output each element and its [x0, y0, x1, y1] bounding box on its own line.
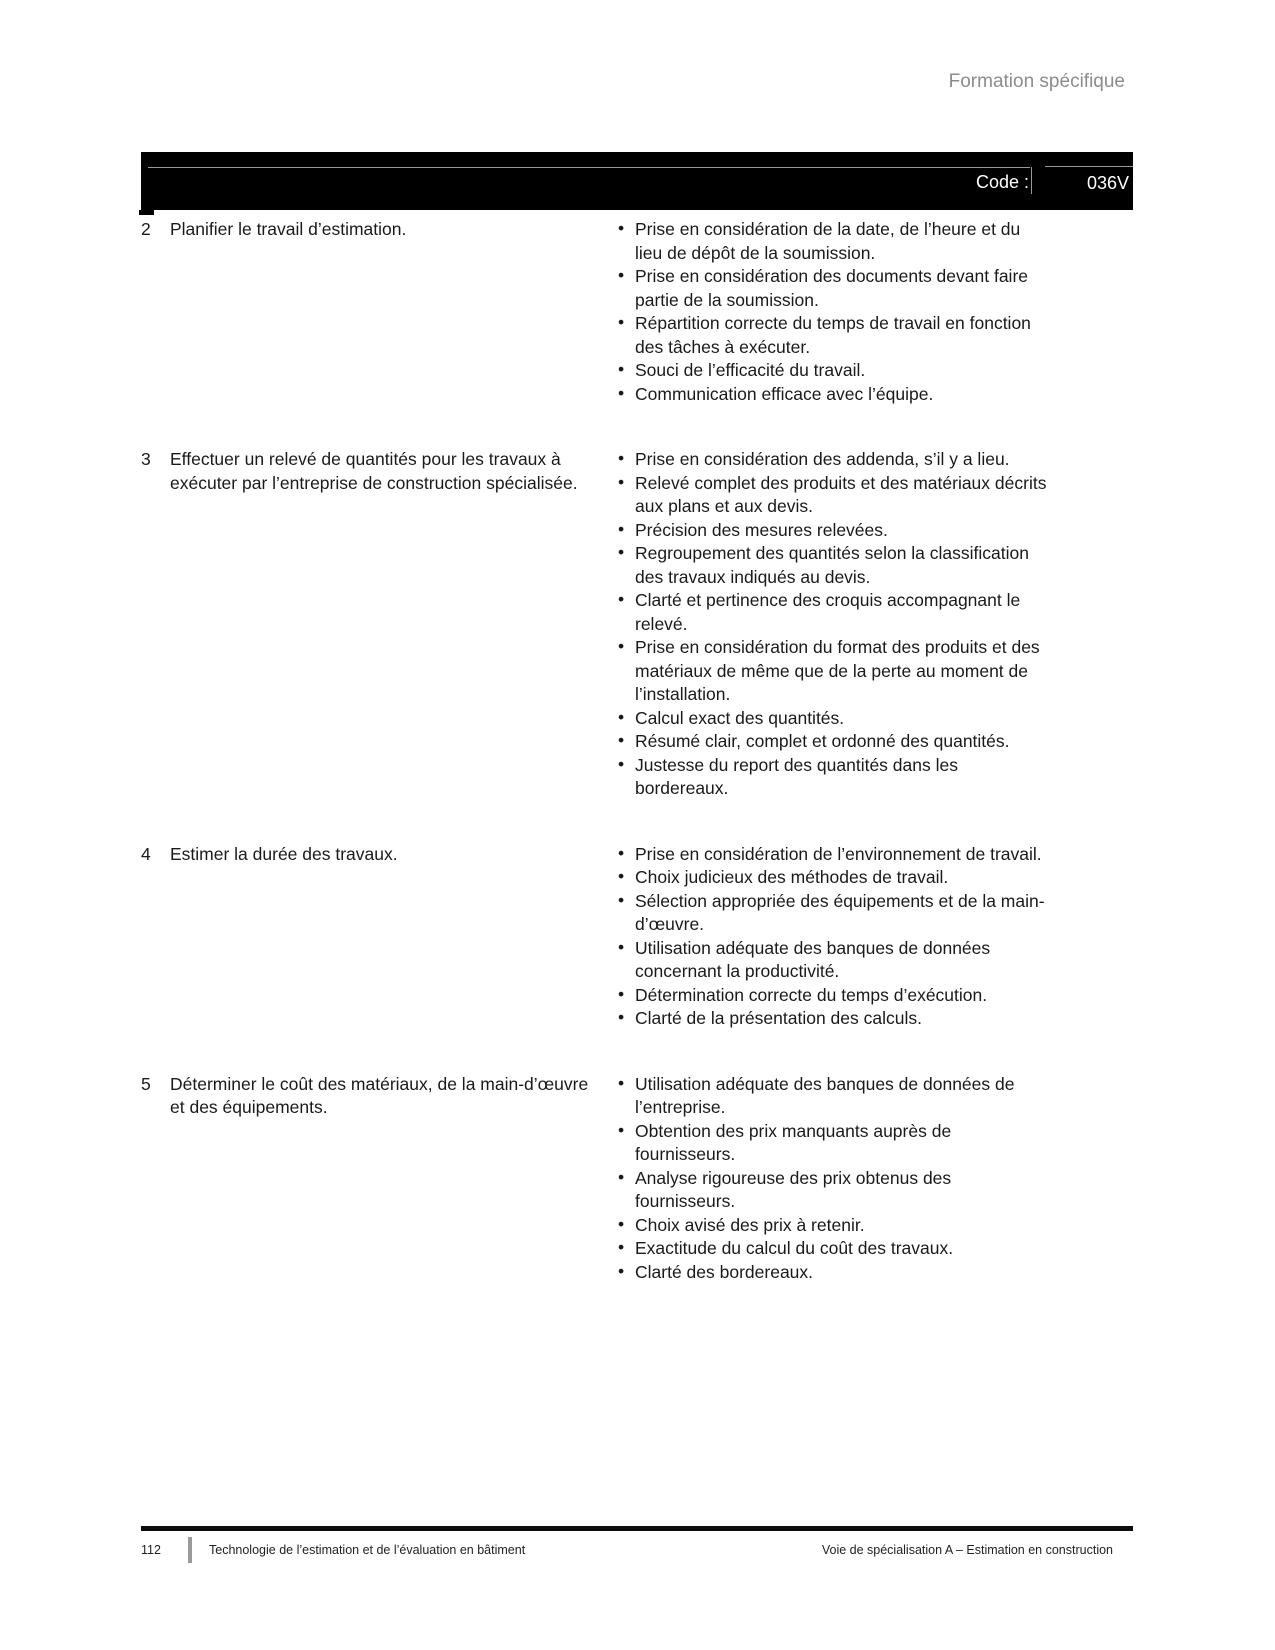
criterion-text: Sélection appropriée des équipements et de la main-d’œuvre.	[635, 890, 1045, 934]
bullet-icon: •	[618, 1166, 625, 1187]
criterion-item	[617, 754, 1133, 801]
table-border-stub	[139, 210, 154, 215]
criterion-text: Résumé clair, complet et ordonné des quantités.	[635, 731, 1010, 751]
criterion-item	[617, 1237, 1133, 1261]
objective-row	[141, 218, 1133, 406]
criterion-text: Clarté et pertinence des croquis accompagnant le relevé.	[635, 590, 1021, 634]
criterion-item	[617, 937, 1133, 984]
criterion-text: Exactitude du calcul du coût des travaux.	[635, 1238, 954, 1258]
code-bar	[141, 152, 1133, 210]
criterion-item	[617, 1007, 1133, 1031]
criterion-text: Prise en considération de la date, de l’heure et du lieu de dépôt de la soumission.	[635, 219, 1021, 263]
criterion-item	[617, 843, 1133, 867]
bullet-icon: •	[618, 636, 625, 656]
objective-number: 2	[141, 219, 151, 239]
criterion-text: Calcul exact des quantités.	[635, 707, 845, 728]
criterion-text: Relevé complet des produits et des matériaux décrits aux plans et aux devis.	[635, 472, 1047, 516]
bullet-icon: •	[618, 1213, 625, 1234]
code-value: 036V	[1045, 166, 1133, 194]
bullet-icon: •	[618, 1119, 625, 1140]
criterion-text: Clarté des bordereaux.	[635, 1261, 814, 1282]
bullet-icon: •	[618, 471, 625, 492]
criterion-text: Utilisation adéquate des banques de données de l’entreprise.	[635, 1073, 1015, 1117]
criterion-item	[617, 1120, 1133, 1167]
criterion-text: Prise en considération du format des produits et des matériaux de même que de la perte au moment de l’installation.	[635, 637, 1040, 704]
bullet-icon: •	[618, 936, 625, 957]
objective-number: 3	[141, 449, 151, 469]
bullet-icon: •	[618, 589, 625, 609]
bullet-icon: •	[618, 265, 625, 285]
criterion-text: Utilisation adéquate des banques de données concernant la productivité.	[635, 937, 991, 981]
criterion-item	[617, 448, 1133, 472]
criteria-list	[617, 218, 1133, 406]
criterion-text: Choix judicieux des méthodes de travail.	[635, 867, 949, 887]
objective-title: Effectuer un relevé de quantités pour les travaux à exécuter par l’entreprise de construction spécialisée.	[170, 449, 578, 493]
criterion-text: Souci de l’efficacité du travail.	[635, 360, 866, 380]
bullet-icon: •	[618, 889, 625, 910]
criterion-text: Répartition correcte du temps de travail en fonction des tâches à exécuter.	[635, 313, 1031, 357]
bullet-icon: •	[618, 730, 625, 750]
criterion-text: Justesse du report des quantités dans les bordereaux.	[635, 754, 958, 798]
bullet-icon: •	[618, 866, 625, 886]
criterion-item	[617, 359, 1133, 383]
criterion-text: Communication efficace avec l’équipe.	[635, 383, 934, 404]
criterion-item	[617, 1073, 1133, 1120]
footer-program-title: Technologie de l’estimation et de l’évaluation en bâtiment	[209, 1543, 526, 1557]
objective-title: Estimer la durée des travaux.	[170, 843, 398, 864]
bullet-icon: •	[618, 1237, 625, 1257]
bullet-icon: •	[618, 542, 625, 562]
criterion-text: Clarté de la présentation des calculs.	[635, 1008, 922, 1028]
criterion-item	[617, 984, 1133, 1008]
criteria-list	[617, 448, 1133, 801]
criterion-item	[617, 730, 1133, 754]
objective-number: 5	[141, 1073, 151, 1094]
code-separator	[1031, 167, 1032, 194]
criterion-text: Regroupement des quantités selon la classification des travaux indiqués au devis.	[635, 543, 1029, 587]
bullet-icon: •	[618, 382, 625, 403]
criterion-item	[617, 542, 1133, 589]
bullet-icon: •	[618, 1007, 625, 1027]
bullet-icon: •	[618, 1072, 625, 1093]
objectives-table	[141, 218, 1133, 1326]
criterion-item	[617, 472, 1133, 519]
footer-left	[141, 1536, 525, 1564]
code-label: Code :	[975, 172, 1029, 192]
criterion-text: Prise en considération des addenda, s’il y a lieu.	[635, 449, 1010, 469]
criterion-text: Obtention des prix manquants auprès de fournisseurs.	[635, 1120, 952, 1164]
section-header: Formation spécifique	[948, 71, 1125, 92]
criterion-item	[617, 707, 1133, 731]
objective-row	[141, 1073, 1133, 1285]
criterion-item	[617, 218, 1133, 265]
objective-title: Planifier le travail d’estimation.	[170, 219, 407, 239]
criterion-item	[617, 519, 1133, 543]
bullet-icon: •	[618, 448, 625, 468]
criterion-item	[617, 265, 1133, 312]
criterion-item	[617, 890, 1133, 937]
criteria-list	[617, 843, 1133, 1031]
criterion-item	[617, 1261, 1133, 1285]
bullet-icon: •	[618, 753, 625, 774]
objective-title: Déterminer le coût des matériaux, de la main-d’œuvre et des équipements.	[170, 1073, 589, 1117]
criterion-text: Détermination correcte du temps d’exécution.	[635, 984, 988, 1005]
criterion-item	[617, 383, 1133, 407]
page-number: 112	[141, 1543, 161, 1557]
criterion-item	[617, 312, 1133, 359]
bullet-icon: •	[618, 706, 625, 727]
criterion-text: Précision des mesures relevées.	[635, 519, 888, 540]
criterion-item	[617, 1167, 1133, 1214]
footer-divider	[188, 1537, 192, 1563]
criterion-text: Prise en considération des documents devant faire partie de la soumission.	[635, 266, 1029, 310]
bullet-icon: •	[618, 218, 625, 238]
objective-row	[141, 843, 1133, 1031]
criteria-list	[617, 1073, 1133, 1285]
criterion-text: Analyse rigoureuse des prix obtenus des fournisseurs.	[635, 1167, 952, 1211]
bullet-icon: •	[618, 983, 625, 1004]
criterion-item	[617, 589, 1133, 636]
criterion-text: Prise en considération de l’environnement de travail.	[635, 843, 1042, 864]
footer-track-title: Voie de spécialisation A – Estimation en construction	[821, 1543, 1113, 1557]
bullet-icon: •	[618, 518, 625, 539]
criterion-item	[617, 866, 1133, 890]
criterion-item	[617, 1214, 1133, 1238]
bullet-icon: •	[618, 1260, 625, 1281]
bullet-icon: •	[618, 359, 625, 379]
footer-rule	[141, 1526, 1133, 1531]
objective-number: 4	[141, 843, 151, 864]
bullet-icon: •	[618, 312, 625, 332]
criterion-text: Choix avisé des prix à retenir.	[635, 1214, 865, 1235]
code-bar-rule	[148, 167, 1030, 168]
criterion-item	[617, 636, 1133, 707]
bullet-icon: •	[618, 842, 625, 863]
objective-row	[141, 448, 1133, 801]
